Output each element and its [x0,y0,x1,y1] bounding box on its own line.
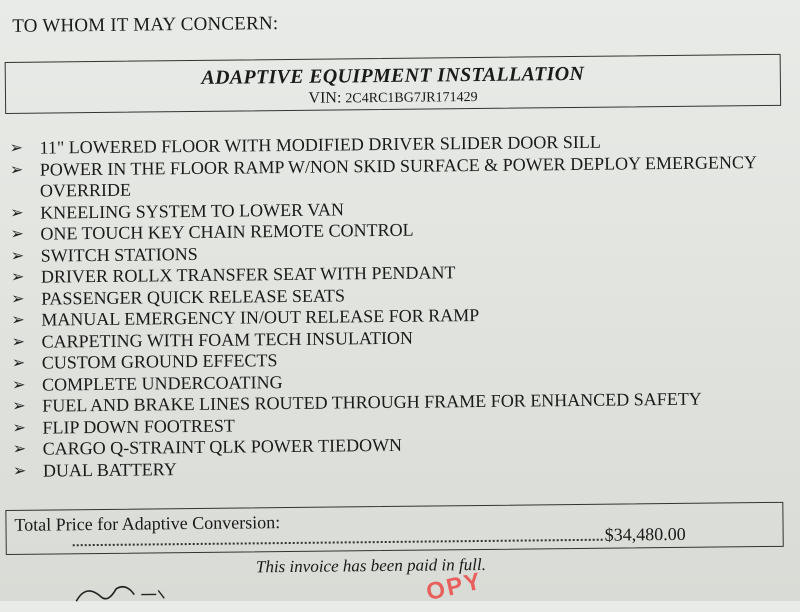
arrow-bullet-icon: ➢ [12,419,26,437]
arrow-bullet-icon: ➢ [12,462,27,480]
arrow-bullet-icon: ➢ [10,225,24,243]
signature-mark [46,580,206,604]
feature-text: SWITCH STATIONS [40,243,198,266]
feature-text: POWER IN THE FLOOR RAMP W/NON SKID SURFACE & POWER DEPLOY EMERGENCY OVERRIDE [39,151,757,201]
arrow-bullet-icon: ➢ [10,247,25,265]
arrow-bullet-icon: ➢ [11,376,26,394]
arrow-bullet-icon: ➢ [11,311,25,329]
vin-label: VIN: [308,89,342,107]
total-amount: $34,480.00 [604,523,686,545]
arrow-bullet-icon: ➢ [12,397,26,415]
feature-text: CUSTOM GROUND EFFECTS [41,350,278,373]
feature-text: FUEL AND BRAKE LINES ROUTED THROUGH FRAME FOR ENHANCED SAFETY [42,388,702,416]
feature-text: PASSENGER QUICK RELEASE SEATS [41,284,346,309]
arrow-bullet-icon: ➢ [9,161,24,179]
feature-text: DUAL BATTERY [42,458,177,481]
feature-text: DRIVER ROLLX TRANSFER SEAT WITH PENDANT [40,262,456,287]
salutation: TO WHOM IT MAY CONCERN: [12,13,279,37]
feature-text: CARGO Q-STRAINT QLK POWER TIEDOWN [42,434,403,459]
feature-text: COMPLETE UNDERCOATING [41,371,283,395]
vin-number: 2C4RC1BG7JR171429 [345,90,478,107]
arrow-bullet-icon: ➢ [11,354,26,372]
arrow-bullet-icon: ➢ [11,290,25,308]
arrow-bullet-icon: ➢ [12,440,27,458]
feature-text: FLIP DOWN FOOTREST [42,415,235,438]
arrow-bullet-icon: ➢ [9,139,24,157]
header-box [5,54,782,114]
total-box [5,502,783,555]
copy-stamp: OPY [423,567,486,607]
feature-text: 11" LOWERED FLOOR WITH MODIFIED DRIVER SLIDER DOOR SILL [39,131,601,158]
arrow-bullet-icon: ➢ [10,268,25,286]
feature-text: ONE TOUCH KEY CHAIN REMOTE CONTROL [40,219,414,244]
total-label: Total Price for Adaptive Conversion: [14,512,281,535]
feature-text: CARPETING WITH FOAM TECH INSULATION [41,327,414,352]
arrow-bullet-icon: ➢ [11,333,26,351]
arrow-bullet-icon: ➢ [10,204,24,222]
feature-text: KNEELING SYSTEM TO LOWER VAN [40,198,344,223]
paid-note: This invoice has been paid in full. [255,554,486,577]
feature-list [9,130,773,482]
document-title: ADAPTIVE EQUIPMENT INSTALLATION [201,62,585,89]
feature-text: MANUAL EMERGENCY IN/OUT RELEASE FOR RAMP [41,304,480,330]
